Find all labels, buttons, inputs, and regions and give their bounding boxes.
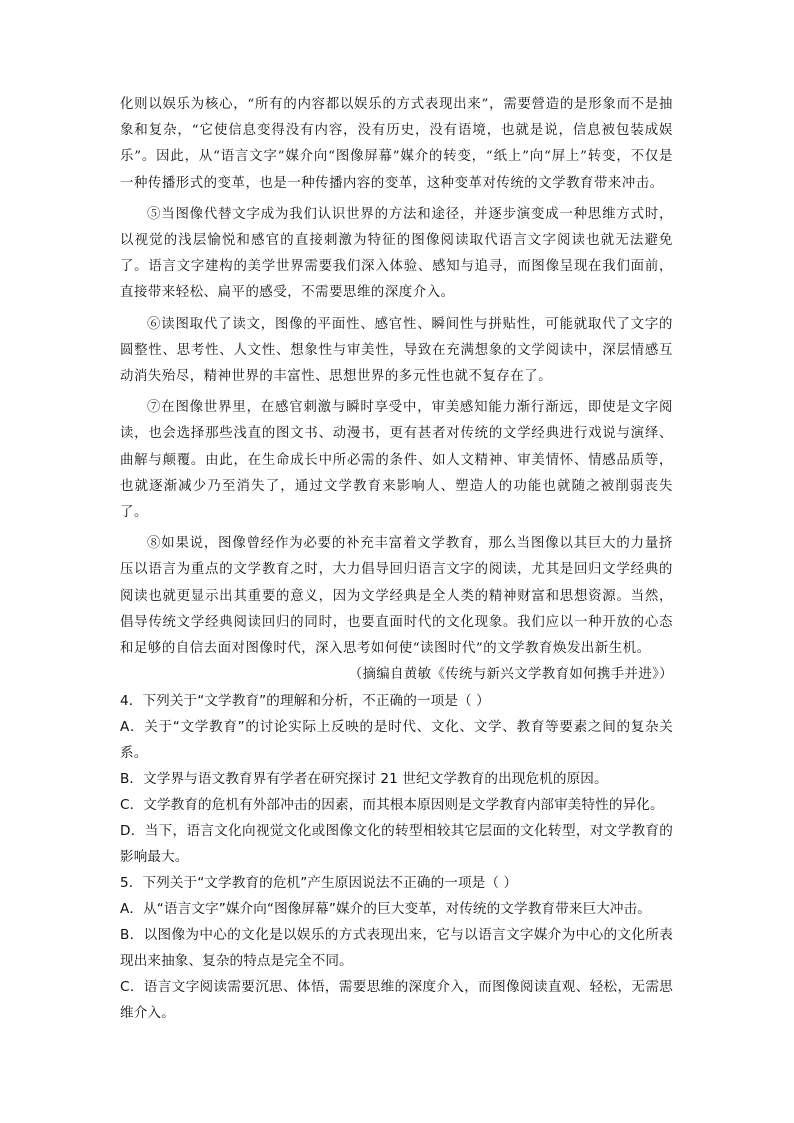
question-5-option-b: B．以图像为中心的文化是以娱乐的方式表现出来，它与以语言文字媒介为中心的文化所表现出来抽象、复杂的特点是完全不同。 [120,927,673,970]
passage-source: （摘编自黄敏《传统与新兴文学教育如何携手并进》） [348,667,673,683]
question-4-option-b: B．文学界与语文教育界有学者在研究探讨 21 世纪文学教育的出现危机的原因。 [120,771,608,788]
question-4-option-a: A．关于“文学教育”的讨论实际上反映的是时代、文化、文学、教育等要素之间的复杂关系。 [120,719,673,762]
document-page [120,92,673,1026]
passage-paragraph-6: ⑥读图取代了读文，图像的平面性、感官性、瞬间性与拼贴性，可能就取代了文字的圆整性、思考性、人文性、想象性与审美性，导致在充满想象的文学阅读中，深层情感互动消失殆尽，精神世界的丰富性、思想世界的多元性也就不复存在了。 [120,316,673,385]
passage-paragraph-continued: 化则以娱乐为核心，“所有的内容都以娱乐的方式表现出来”，需要營造的是形象而不是抽象和复杂，“它使信息变得没有内容，没有历史，没有语境，也就是说，信息被包装成娱乐”。因此，从“语言文字”媒介向“图像屏幕”媒介的转变，“纸上”向“屏上”转变，不仅是一种传播形式的变革，也是一种传播内容的变革，这种变革对传统的文学教育带来冲击。 [120,97,673,191]
passage-paragraph-8: ⑧如果说，图像曾经作为必要的补充丰富着文学教育，那么当图像以其巨大的力量挤压以语言为重点的文学教育之时，大力倡导回归语言文字的阅读，尤其是回归文学经典的阅读也就更显示出其重要的意义，因为文学经典是全人类的精神财富和思想资源。当然，倡导传统文学经典阅读回归的同时，也要直面时代的文化现象。我们应以一种开放的心态和足够的自信去面对图像时代，深入思考如何使“读图时代”的文学教育焕发出新生机。 [120,536,673,657]
question-4 [120,688,673,870]
question-5-option-c: C．语言文字阅读需要沉思、体悟，需要思维的深度介入，而图像阅读直观、轻松，无需思维介入。 [120,979,673,1022]
question-5-stem: 5．下列关于“文学教育的危机”产生原因说法不正确的一项是（ ） [120,875,518,892]
passage-paragraph-7: ⑦在图像世界里，在感官刺激与瞬时享受中，审美感知能力渐行渐远，即使是文字阅读，也会选择那些浅直的图文书、动漫书，更有甚者对传统的文学经典进行戏说与演绎、曲解与颠覆。由此，在生命成长中所必需的条件、如人文精神、审美情怀、情感品质等，也就逐渐减少乃至消失了，通过文学教育来影响人、塑造人的功能也就随之被削弱丧失了。 [120,400,673,521]
question-4-stem: 4．下列关于“文学教育”的理解和分析，不正确的一项是（ ） [120,693,490,710]
passage-paragraph-5: ⑤当图像代替文字成为我们认识世界的方法和途径，并逐步演变成一种思维方式时，以视觉的浅层愉悦和感官的直接刺激为特征的图像阅读取代语言文字阅读也就无法避免了。语言文字建构的美学世界需要我们深入体验、感知与追寻，而图像呈现在我们面前，直接带来轻松、扁平的感受，不需要思维的深度介入。 [120,206,673,301]
question-5-option-a: A．从“语言文字”媒介向“图像屏幕”媒介的巨大变革，对传统的文学教育带来巨大冲击。 [120,901,651,918]
question-4-option-c: C．文学教育的危机有外部冲击的因素，而其根本原因则是文学教育内部审美特性的异化。 [120,797,664,814]
question-5 [120,870,673,1026]
question-4-option-d: D．当下，语言文化向视觉文化或图像文化的转型相较其它层面的文化转型，对文学教育的影响最大。 [120,823,673,866]
